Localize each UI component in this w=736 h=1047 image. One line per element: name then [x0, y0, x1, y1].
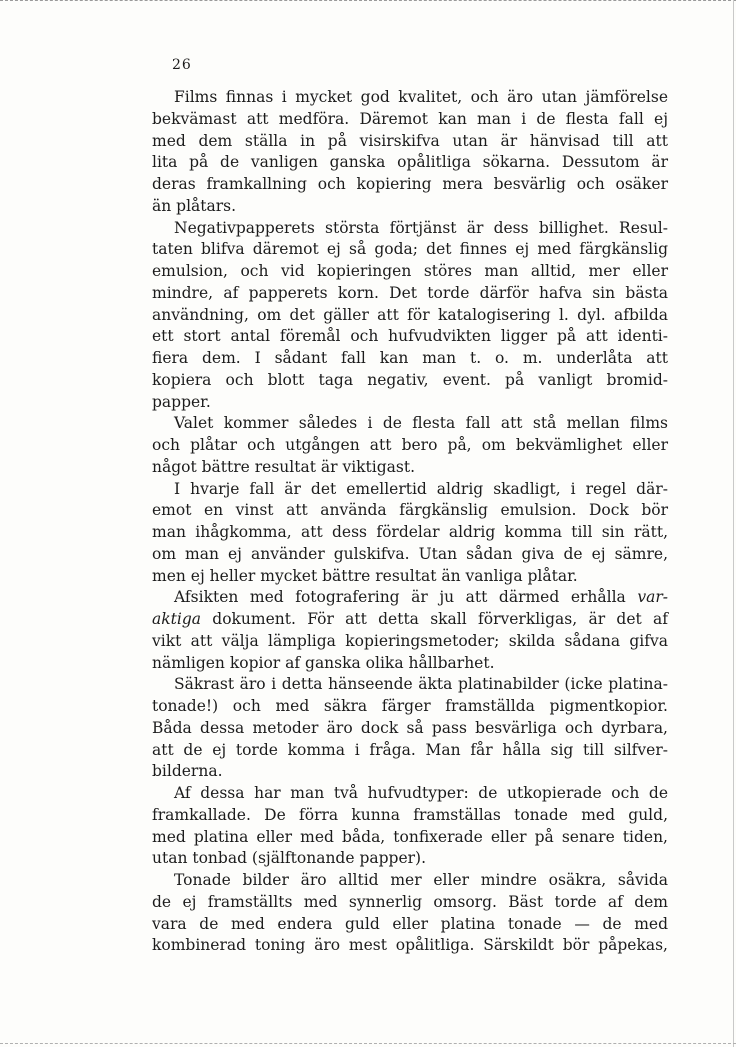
- text-line: om man ej använder gulskifva. Utan sådan giva de ej sämre,: [152, 544, 668, 563]
- italic-word: aktiga: [152, 610, 201, 628]
- text-line: framkallade. De förra kunna framställas tonade med guld,: [152, 805, 668, 824]
- text-run: Afsikten med fotografering är ju att därmed erhålla: [174, 588, 626, 607]
- text-line: Films finnas i mycket god kvalitet, och äro utan jämförelse: [174, 88, 668, 106]
- text-line: Båda dessa metoder äro dock så pass besvärliga och dyrbara,: [152, 718, 668, 737]
- body-text: [152, 87, 668, 957]
- scan-edge-bottom: [0, 1043, 736, 1045]
- text-line: men ej heller mycket bättre resultat än vanliga plåtar.: [152, 566, 578, 585]
- text-line: tonade!) och med säkra färger framställda pigmentkopior.: [152, 697, 668, 715]
- text-run: dokument. För att detta skall förverkligas, är det af: [212, 610, 668, 628]
- scan-edge-right: [733, 0, 734, 1047]
- text-line: Säkrast äro i detta hänseende äkta platinabilder (icke platina-: [174, 675, 668, 694]
- text-line: Tonade bilder äro alltid mer eller mindre osäkra, såvida: [174, 871, 668, 889]
- text-line: Af dessa har man två hufvudtyper: de utkopierade och de: [174, 784, 668, 802]
- text-line: än plåtars.: [152, 196, 237, 215]
- text-line: deras framkallning och kopiering mera besvärlig och osäker: [152, 175, 668, 193]
- text-line: [152, 609, 668, 631]
- text-line: något bättre resultat är viktigast.: [152, 457, 416, 476]
- text-line: och plåtar och utgången att bero på, om bekvämlighet eller: [152, 436, 668, 454]
- text-line: vikt att välja lämpliga kopieringsmetoder; skilda sådana gifva: [152, 631, 668, 650]
- text-line: lita på de vanligen ganska opålitliga sökarna. Dessutom är: [152, 153, 668, 172]
- text-line: vara de med endera guld eller platina tonade — de med: [152, 914, 668, 933]
- text-line: Negativpapperets största förtjänst är dess billighet. Resul-: [174, 218, 668, 237]
- text-line: I hvarje fall är det emellertid aldrig skadligt, i regel där-: [174, 479, 668, 498]
- text-line: med dem ställa in på visirskifva utan är hänvisad till att: [152, 131, 668, 150]
- text-line: man ihågkomma, att dess fördelar aldrig komma till sin rätt,: [152, 523, 668, 541]
- text-line: [152, 587, 668, 609]
- text-line: kombinerad toning äro mest opålitliga. Särskildt bör påpekas,: [152, 936, 668, 955]
- italic-word: var-: [637, 588, 668, 607]
- text-line: bekvämast att medföra. Däremot kan man i de flesta fall ej: [152, 109, 668, 128]
- text-line: att de ej torde komma i fråga. Man får hålla sig till silfver-: [152, 740, 668, 759]
- text-line: fiera dem. I sådant fall kan man t. o. m. underlåta att: [152, 349, 668, 367]
- text-line: Valet kommer således i de flesta fall att stå mellan films: [174, 414, 668, 433]
- text-line: ett stort antal föremål och hufvudvikten ligger på att identi-: [152, 327, 668, 346]
- text-line: med platina eller med båda, tonfixerade eller på senare tiden,: [152, 827, 668, 846]
- text-line: nämligen kopior af ganska olika hållbarhet.: [152, 653, 495, 672]
- text-line: utan tonbad (själftonande papper).: [152, 849, 427, 868]
- text-line: papper.: [152, 392, 211, 411]
- text-line: de ej framställts med synnerlig omsorg. Bäst torde af dem: [152, 892, 668, 911]
- text-line: bilderna.: [152, 762, 223, 781]
- text-line: kopiera och blott taga negativ, event. på vanligt bromid-: [152, 370, 668, 389]
- text-line: emulsion, och vid kopieringen störes man alltid, mer eller: [152, 262, 668, 280]
- text-line: användning, om det gäller att för katalogisering l. dyl. afbilda: [152, 305, 668, 324]
- text-line: mindre, af papperets korn. Det torde därför hafva sin bästa: [152, 283, 668, 302]
- text-line: emot en vinst att använda färgkänslig emulsion. Dock bör: [152, 501, 668, 520]
- text-line: taten blifva däremot ej så goda; det finnes ej med färgkänslig: [152, 240, 668, 259]
- page-number: 26: [172, 57, 192, 73]
- scan-edge-top: [0, 0, 736, 3]
